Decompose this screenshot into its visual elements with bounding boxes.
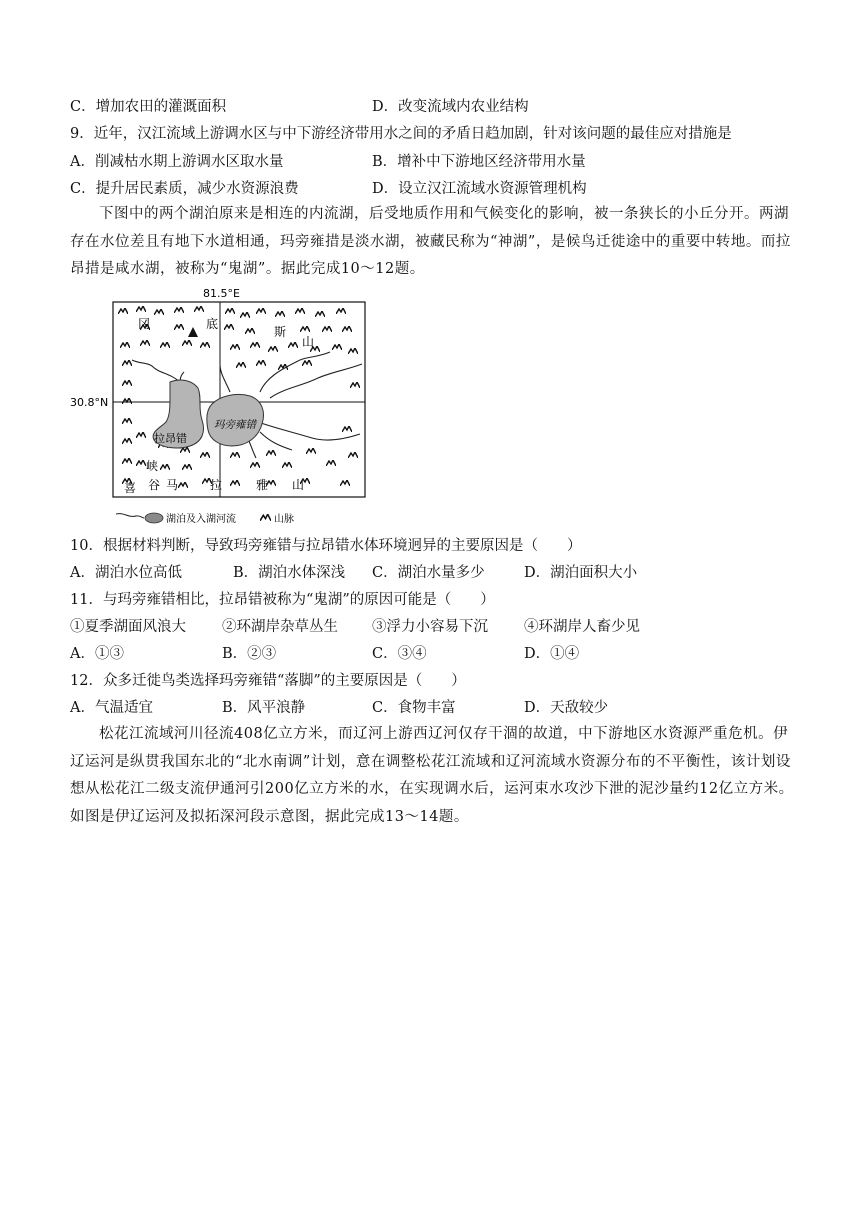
q12-option-a: A．气温适宜 [70,700,153,716]
label-xi: 喜 [124,481,137,495]
q10-option-c: C．湖泊水量多少 [372,565,485,581]
q10-option-b: B．湖泊水体深浅 [233,565,346,581]
label-ma: 马 [166,478,179,492]
legend-lake-label: 湖泊及入湖河流 [166,514,236,525]
q9-option-c: C．提升居民素质，减少水资源浪费 [70,181,299,197]
label-shan2: 山 [292,478,305,492]
label-feng: 冈 [138,317,151,331]
q12-option-b: B．风平浪静 [222,700,306,716]
label-si: 斯 [274,325,287,339]
q10-stem: 10．根据材料判断，导致玛旁雍错与拉昂错水体环境迥异的主要原因是（ ） [70,538,582,554]
q8-option-d: D．改变流域内农业结构 [372,99,529,115]
q10-option-a: A．湖泊水位高低 [70,565,182,581]
lake-map-figure [70,282,370,532]
q11-option-a: A．①③ [70,646,124,662]
q11-option-d: D．①④ [524,646,580,662]
q9-stem: 9．近年，汉江流域上游调水区与中下游经济带用水之间的矛盾日趋加剧，针对该问题的最佳应对措施是 [70,126,732,142]
q9-option-d: D．设立汉江流域水资源管理机构 [372,181,587,197]
q11-stem: 11．与玛旁雍错相比，拉昂错被称为“鬼湖”的原因可能是（ ） [70,592,495,608]
latitude-label: 30.8°N [70,396,109,409]
q8-option-c: C．增加农田的灌溉面积 [70,99,227,115]
q12-option-d: D．天敌较少 [524,700,609,716]
q11-statement-4: ④环湖岸人畜少见 [524,619,640,635]
q11-statement-1: ①夏季湖面风浪大 [70,619,186,635]
passage-lakes: 下图中的两个湖泊原来是相连的内流湖，后受地质作用和气候变化的影响，被一条狭长的小丘分开。两湖存在水位差且有地下水道相通，玛旁雍措是淡水湖，被藏民称为“神湖”，是候鸟迁徙途中的重要中转地。而拉昂措是咸水湖，被称为“鬼湖”。据此完成10～12题。 [70,206,791,277]
longitude-label: 81.5°E [203,287,240,300]
legend-mountain-label: 山脉 [274,514,294,525]
passage-canal: 松花江流域河川径流408亿立方米，而辽河上游西辽河仅存干涸的故道，中下游地区水资源严重危机。伊辽运河是纵贯我国东北的“北水南调”计划，意在调整松花江流域和辽河流域水资源分布的不平衡性，该计划设想从松花江二级支流伊通河引200亿立方米的水，在实现调水后，运河束水攻沙下泄的泥沙量约12亿立方米。如图是伊辽运河及拟拓深河段示意图，据此完成13～14题。 [70,726,794,825]
q11-option-c: C．③④ [372,646,427,662]
label-lake-left: 拉昂错 [154,432,187,445]
q11-statement-3: ③浮力小容易下沉 [372,619,488,635]
q12-stem: 12．众多迁徙鸟类选择玛旁雍错“落脚”的主要原因是（ ） [70,673,466,689]
label-ya: 雅 [256,478,269,492]
q12-option-c: C．食物丰富 [372,700,456,716]
q9-option-a: A．削减枯水期上游调水区取水量 [70,154,284,170]
map-legend [116,512,294,525]
q10-option-d: D．湖泊面积大小 [524,565,638,581]
q11-statement-2: ②环湖岸杂草丛生 [222,619,338,635]
q9-option-b: B．增补中下游地区经济带用水量 [372,154,586,170]
label-shan1: 山 [302,335,315,349]
label-la: 拉 [210,478,223,492]
label-lake-right: 玛旁雍错 [214,419,256,431]
label-xia: 峡 [146,459,159,473]
label-di: 底 [206,317,219,331]
q11-option-b: B．②③ [222,646,277,662]
label-gu: 谷 [148,478,161,492]
